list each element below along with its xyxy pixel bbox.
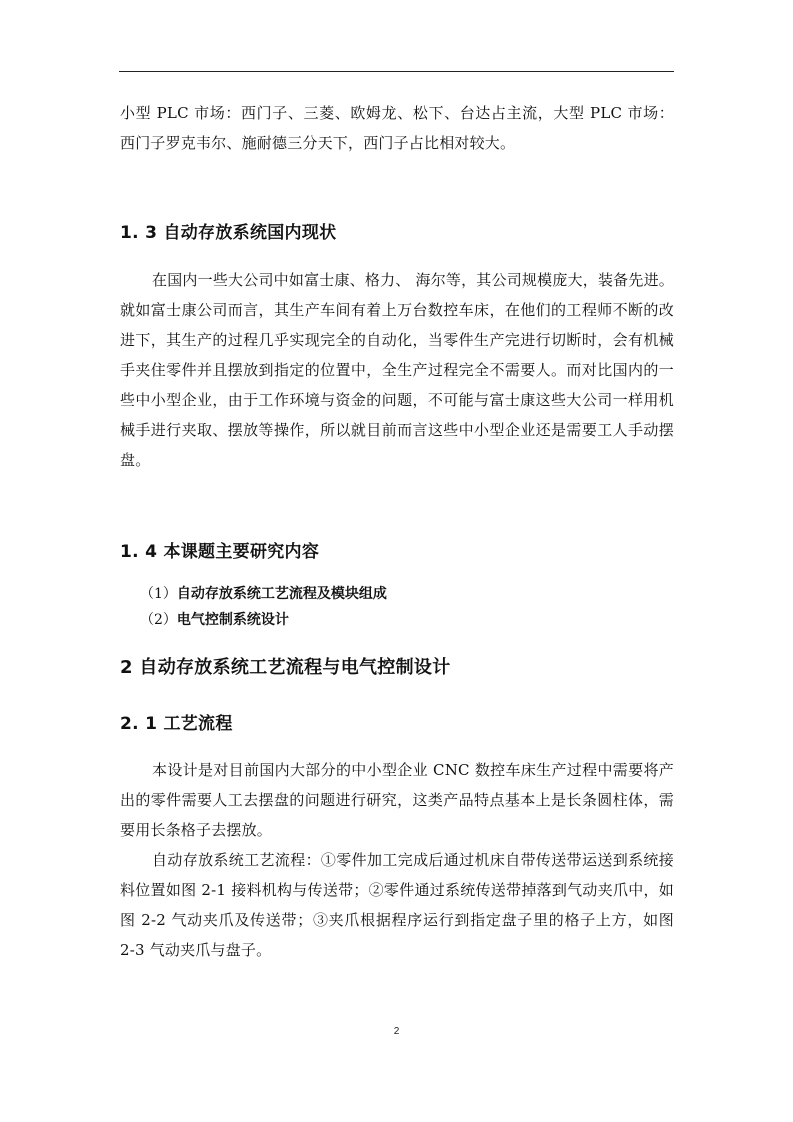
- section-2-1-paragraph-1: 本设计是对目前国内大部分的中小型企业 CNC 数控车床生产过程中需要将产出的零件需要人工去摆盘的问题进行研究，这类产品特点基本上是长条圆柱体，需要用长条格子去摆放。: [120, 761, 674, 839]
- header-rule: [119, 71, 674, 72]
- chapter-heading-2: 2 自动存放系统工艺流程与电气控制设计: [120, 657, 451, 678]
- page-content: [120, 98, 674, 965]
- list-item-text: 自动存放系统工艺流程及模块组成: [176, 586, 387, 602]
- section-heading-2-1: 2. 1 工艺流程: [120, 714, 233, 734]
- section-1-3-paragraph: 在国内一些大公司中如富士康、格力、 海尔等，其公司规模庞大，装备先进。就如富士康公司而言，其生产车间有着上万台数控车床，在他们的工程师不断的改进下，其生产的过程几乎实现完全的自动化，当零件生产完进行切断时，会有机械手夹住零件并且摆放到指定的位置中，全生产过程完全不需要人。而对比国内的一些中小型企业，由于工作环境与资金的问题，不可能与富士康这些大公司一样用机械手进行夹取、摆放等操作，所以就目前而言这些中小型企业还是需要工人手动摆盘。: [120, 271, 674, 469]
- list-item: [120, 607, 674, 633]
- section-heading-1-4: 1. 4 本课题主要研究内容: [120, 542, 320, 562]
- list-item-text: 电气控制系统设计: [176, 612, 289, 628]
- research-content-list: [120, 581, 674, 633]
- page-number: 2: [393, 1026, 400, 1037]
- section-heading-1-3: 1. 3 自动存放系统国内现状: [120, 223, 337, 243]
- list-item-number: （2）: [140, 612, 177, 628]
- list-item: [120, 581, 674, 607]
- list-item-number: （1）: [140, 586, 177, 602]
- section-2-1-paragraph-2: 自动存放系统工艺流程：①零件加工完成后通过机床自带传送带运送到系统接料位置如图 2-1 接料机构与传送带；②零件通过系统传送带掉落到气动夹爪中，如图 2-2 气动夹爪及传送带；③夹爪根据程序运行到指定盘子里的格子上方，如图 2-3 气动夹爪与盘子。: [120, 851, 674, 959]
- intro-paragraph: 小型 PLC 市场：西门子、三菱、欧姆龙、松下、台达占主流，大型 PLC 市场：西门子罗克韦尔、施耐德三分天下，西门子占比相对较大。: [120, 104, 674, 152]
